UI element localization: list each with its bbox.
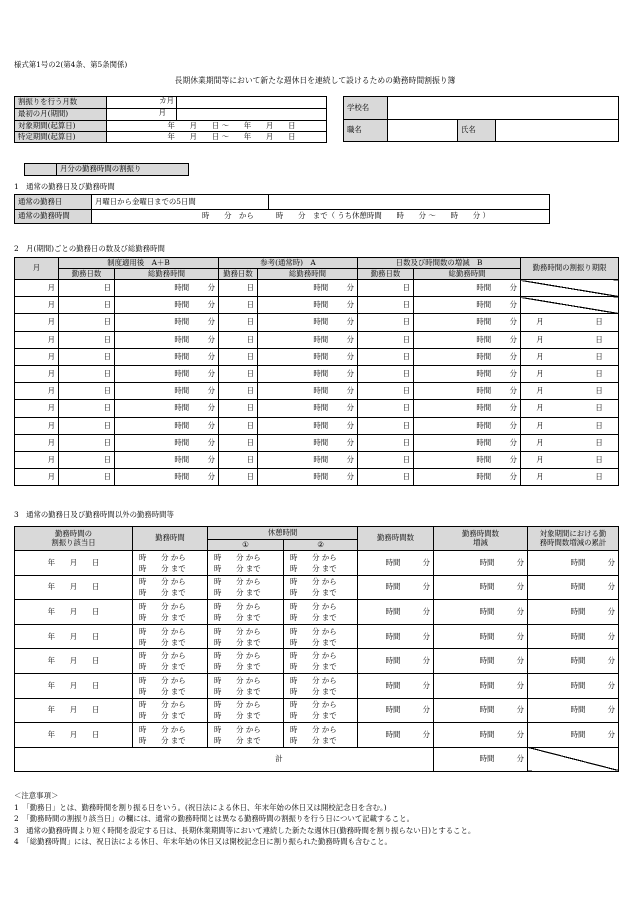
sub-days-2: 勤務日数 — [219, 269, 258, 280]
break2-cell[interactable]: 時 分 から 時 分 まで — [284, 551, 358, 576]
col-period: 勤務時間の割振り期限 — [521, 258, 619, 280]
period-cell[interactable]: 月 日 — [521, 314, 619, 331]
break2-cell[interactable]: 時 分 から 時 分 まで — [284, 698, 358, 723]
period-cell[interactable]: 月 日 — [521, 331, 619, 348]
hours-cell[interactable]: 時間 分 — [414, 451, 521, 468]
diff-cell[interactable]: 時間 分 — [434, 723, 528, 748]
month-cell[interactable]: 月 — [15, 451, 59, 468]
school-info-table — [343, 96, 619, 142]
hours-cell[interactable]: 時間 分 — [258, 280, 358, 297]
worktime-cell[interactable]: 時 分 から 時 分 まで — [133, 575, 208, 600]
date-cell[interactable]: 年 月 日 — [15, 723, 133, 748]
days-cell[interactable]: 日 — [219, 469, 258, 486]
diff-cell[interactable]: 時間 分 — [434, 575, 528, 600]
hours-cell[interactable]: 時間 分 — [414, 417, 521, 434]
total-label: 計 — [15, 747, 434, 771]
section1-table — [14, 194, 550, 224]
diff-cell[interactable]: 時間 分 — [434, 624, 528, 649]
col-a-plus-b: 制度適用後 A＋B — [59, 258, 219, 269]
break2-cell[interactable]: 時 分 から 時 分 まで — [284, 575, 358, 600]
days-cell[interactable]: 日 — [219, 314, 258, 331]
hours-cell[interactable]: 時間 分 — [258, 434, 358, 451]
date-cell[interactable]: 年 月 日 — [15, 673, 133, 698]
hours-cell[interactable]: 時間 分 — [115, 434, 219, 451]
days-cell[interactable]: 日 — [358, 434, 414, 451]
months-label: 割振りを行う月数 — [15, 97, 107, 109]
days-cell[interactable]: 日 — [358, 365, 414, 382]
days-cell[interactable]: 日 — [358, 383, 414, 400]
hours-cell[interactable]: 時間 分 — [115, 417, 219, 434]
diff-cell[interactable]: 時間 分 — [434, 673, 528, 698]
total-cell[interactable]: 時間 分 — [528, 551, 619, 576]
hours-cell[interactable]: 時間 分 — [115, 451, 219, 468]
document-title: 長期休業期間等において新たな週休日を連続して設けるための勤務時間割振り簿 — [174, 76, 456, 85]
table-row — [15, 331, 619, 348]
hours-cell[interactable]: 時間 分 — [115, 365, 219, 382]
days-cell[interactable]: 日 — [219, 280, 258, 297]
period-cell[interactable]: 月 日 — [521, 417, 619, 434]
date-cell[interactable]: 年 月 日 — [15, 649, 133, 674]
diff-cell[interactable]: 時間 分 — [434, 698, 528, 723]
days-cell[interactable]: 日 — [59, 417, 115, 434]
total-cell[interactable]: 時間 分 — [528, 723, 619, 748]
days-cell[interactable]: 日 — [219, 434, 258, 451]
worktime-cell[interactable]: 時 分 から 時 分 まで — [133, 723, 208, 748]
month-cell[interactable]: 月 — [15, 314, 59, 331]
month-input[interactable] — [25, 164, 57, 176]
sub-days-3: 勤務日数 — [358, 269, 414, 280]
hours-cell[interactable]: 時間 分 — [358, 723, 434, 748]
diff-cell[interactable]: 時間 分 — [434, 649, 528, 674]
hours-cell[interactable]: 時間 分 — [414, 280, 521, 297]
col-hours: 勤務時間数 — [358, 527, 434, 551]
hours-cell[interactable]: 時間 分 — [358, 575, 434, 600]
days-cell[interactable]: 日 — [59, 314, 115, 331]
period-cell[interactable]: 月 日 — [521, 365, 619, 382]
days-cell[interactable]: 日 — [59, 365, 115, 382]
hours-cell[interactable]: 時間 分 — [414, 365, 521, 382]
hours-cell[interactable]: 時間 分 — [358, 698, 434, 723]
days-cell[interactable]: 日 — [59, 469, 115, 486]
col-diff: 勤務時間数 増減 — [434, 527, 528, 551]
total-cell[interactable]: 時間 分 — [528, 600, 619, 625]
month-cell[interactable]: 月 — [15, 434, 59, 451]
days-cell[interactable]: 日 — [358, 297, 414, 314]
col-break2: ② — [284, 540, 358, 551]
month-cell[interactable]: 月 — [15, 400, 59, 417]
form-label: 様式第1号の2(第4条、第5条関係) — [14, 60, 128, 69]
hours-cell[interactable]: 時間 分 — [414, 297, 521, 314]
table-row — [15, 624, 619, 649]
month-cell[interactable]: 月 — [15, 280, 59, 297]
col-break: 休憩時間 — [208, 527, 358, 540]
table-row — [15, 600, 619, 625]
table-row — [15, 417, 619, 434]
days-cell[interactable]: 日 — [358, 348, 414, 365]
break1-cell[interactable]: 時 分 から 時 分 まで — [208, 575, 284, 600]
worktime-cell[interactable]: 時 分 から 時 分 まで — [133, 698, 208, 723]
days-cell[interactable]: 日 — [219, 383, 258, 400]
break1-cell[interactable]: 時 分 から 時 分 まで — [208, 551, 284, 576]
days-cell[interactable]: 日 — [219, 400, 258, 417]
break1-cell[interactable]: 時 分 から 時 分 まで — [208, 649, 284, 674]
days-cell[interactable]: 日 — [219, 365, 258, 382]
hours-cell[interactable]: 時間 分 — [414, 400, 521, 417]
table-row — [15, 551, 619, 576]
target-period-value: 年 月 日 ～ 年 月 日 — [107, 121, 327, 132]
date-cell[interactable]: 年 月 日 — [15, 551, 133, 576]
days-cell[interactable]: 日 — [358, 331, 414, 348]
days-cell[interactable]: 日 — [59, 331, 115, 348]
hours-cell[interactable]: 時間 分 — [258, 383, 358, 400]
col-worktime: 勤務時間 — [133, 527, 208, 551]
hours-cell[interactable]: 時間 分 — [115, 348, 219, 365]
days-cell[interactable]: 日 — [219, 348, 258, 365]
hours-cell[interactable]: 時間 分 — [358, 673, 434, 698]
days-cell[interactable]: 日 — [59, 400, 115, 417]
table-row — [15, 451, 619, 468]
table-row — [15, 280, 619, 297]
first-month-value: 月 — [107, 109, 177, 120]
table-row — [15, 400, 619, 417]
days-cell[interactable]: 日 — [59, 451, 115, 468]
hours-cell[interactable]: 時間 分 — [414, 434, 521, 451]
month-cell[interactable]: 月 — [15, 348, 59, 365]
note-2: 2 「勤務時間の割振り該当日」の欄には、通常の勤務時間とは異なる勤務時間の割振りを行う日について記載すること。 — [14, 814, 414, 823]
hours-cell[interactable]: 時間 分 — [115, 280, 219, 297]
col-b: 日数及び時間数の増減 B — [358, 258, 521, 269]
hours-cell[interactable]: 時間 分 — [414, 469, 521, 486]
days-cell[interactable]: 日 — [358, 451, 414, 468]
days-cell[interactable]: 日 — [358, 280, 414, 297]
period-cell[interactable]: 月 日 — [521, 348, 619, 365]
sub-hours-3: 総勤務時間 — [414, 269, 521, 280]
days-cell[interactable]: 日 — [59, 383, 115, 400]
section1-title: 1 通常の勤務日及び勤務時間 — [14, 182, 115, 191]
hours-cell[interactable]: 時間 分 — [414, 383, 521, 400]
period-cell[interactable]: 月 日 — [521, 434, 619, 451]
hours-cell[interactable]: 時間 分 — [358, 624, 434, 649]
break2-cell[interactable]: 時 分 から 時 分 まで — [284, 649, 358, 674]
days-cell[interactable]: 日 — [59, 434, 115, 451]
person-name-field[interactable] — [496, 120, 619, 142]
hours-cell[interactable]: 時間 分 — [414, 348, 521, 365]
table-row — [15, 673, 619, 698]
table-row — [15, 575, 619, 600]
diff-cell[interactable]: 時間 分 — [434, 600, 528, 625]
hours-cell[interactable]: 時間 分 — [258, 331, 358, 348]
monthly-box — [24, 163, 189, 176]
diff-cell[interactable]: 時間 分 — [434, 551, 528, 576]
school-name-label: 学校名 — [344, 97, 388, 120]
table-row — [15, 314, 619, 331]
hours-cell[interactable]: 時間 分 — [258, 314, 358, 331]
days-cell[interactable]: 日 — [59, 348, 115, 365]
days-cell[interactable]: 日 — [59, 280, 115, 297]
table-row — [15, 649, 619, 674]
total-cell[interactable]: 時間 分 — [528, 649, 619, 674]
days-cell[interactable]: 日 — [219, 451, 258, 468]
hours-cell[interactable]: 時間 分 — [115, 400, 219, 417]
sub-hours-2: 総勤務時間 — [258, 269, 358, 280]
break1-cell[interactable]: 時 分 から 時 分 まで — [208, 600, 284, 625]
total-cell[interactable]: 時間 分 — [528, 673, 619, 698]
specific-period-value: 年 月 日 ～ 年 月 日 — [107, 132, 327, 143]
hours-cell[interactable]: 時間 分 — [115, 469, 219, 486]
month-cell[interactable]: 月 — [15, 469, 59, 486]
note-3: 3 通常の勤務時間より短く時間を設定する日は、長期休業期間等において連続した新たな週休日(勤務時間を割り振らない日)とすること。 — [14, 825, 476, 835]
total-cell[interactable]: 時間 分 — [528, 698, 619, 723]
days-cell[interactable]: 日 — [358, 417, 414, 434]
sub-days-1: 勤務日数 — [59, 269, 115, 280]
break2-cell[interactable]: 時 分 から 時 分 まで — [284, 624, 358, 649]
total-diff[interactable]: 時間 分 — [434, 747, 528, 771]
hours-cell[interactable]: 時間 分 — [115, 383, 219, 400]
hours-cell[interactable]: 時間 分 — [258, 365, 358, 382]
col-month: 月 — [15, 258, 59, 280]
worktime-cell[interactable]: 時 分 から 時 分 まで — [133, 600, 208, 625]
hours-cell[interactable]: 時間 分 — [414, 314, 521, 331]
note-1: 1 「勤務日」とは、勤務時間を割り振る日をいう。(祝日法による休日、年末年始の休日又は開校記念日を含む。) — [14, 802, 387, 812]
specific-period-label: 特定期間(起算日) — [15, 132, 107, 143]
break1-cell[interactable]: 時 分 から 時 分 まで — [208, 673, 284, 698]
table-row — [15, 434, 619, 451]
hours-value: 時 分 から 時 分 まで（ うち休憩時間 時 分 ～ 時 分 ） — [92, 210, 550, 224]
date-cell[interactable]: 年 月 日 — [15, 575, 133, 600]
break1-cell[interactable]: 時 分 から 時 分 まで — [208, 624, 284, 649]
date-cell[interactable]: 年 月 日 — [15, 600, 133, 625]
hours-cell[interactable]: 時間 分 — [258, 417, 358, 434]
job-title-label: 職名 — [344, 120, 388, 142]
days-cell[interactable]: 日 — [59, 297, 115, 314]
section2-table — [14, 257, 619, 486]
days-cell[interactable]: 日 — [358, 314, 414, 331]
sub-hours-1: 総勤務時間 — [115, 269, 219, 280]
days-cell[interactable]: 日 — [358, 469, 414, 486]
note-4: 4 「総勤務時間」には、祝日法による休日、年末年始の休日又は開校記念日に割り振られた勤務時間も含むこと。 — [14, 837, 392, 846]
first-month-label: 最初の月(期間) — [15, 109, 107, 121]
col-break1: ① — [208, 540, 284, 551]
target-period-label: 対象期間(起算日) — [15, 121, 107, 132]
date-cell[interactable]: 年 月 日 — [15, 624, 133, 649]
month-cell[interactable]: 月 — [15, 383, 59, 400]
hours-cell[interactable]: 時間 分 — [115, 297, 219, 314]
period-cell[interactable]: 月 日 — [521, 469, 619, 486]
monthly-box-label: 月分の勤務時間の割振り — [57, 164, 189, 176]
break2-cell[interactable]: 時 分 から 時 分 まで — [284, 600, 358, 625]
month-cell[interactable]: 月 — [15, 417, 59, 434]
workday-label: 通常の勤務日 — [15, 195, 92, 210]
hours-cell[interactable]: 時間 分 — [115, 331, 219, 348]
table-row — [15, 297, 619, 314]
period-cell[interactable]: 月 日 — [521, 383, 619, 400]
table-row — [15, 365, 619, 382]
hours-cell[interactable]: 時間 分 — [258, 297, 358, 314]
section3-title: 3 通常の勤務日及び勤務時間以外の勤務時間等 — [14, 510, 174, 519]
hours-cell[interactable]: 時間 分 — [358, 649, 434, 674]
month-cell[interactable]: 月 — [15, 365, 59, 382]
period-cell[interactable]: 月 日 — [521, 400, 619, 417]
col-a: 参考(通常時) A — [219, 258, 358, 269]
days-cell[interactable]: 日 — [219, 297, 258, 314]
hours-cell[interactable]: 時間 分 — [115, 314, 219, 331]
header-info-table — [14, 96, 327, 143]
days-cell[interactable]: 日 — [219, 331, 258, 348]
month-cell[interactable]: 月 — [15, 297, 59, 314]
section3-table — [14, 526, 619, 772]
hours-cell[interactable]: 時間 分 — [358, 600, 434, 625]
date-cell[interactable]: 年 月 日 — [15, 698, 133, 723]
days-cell[interactable]: 日 — [219, 417, 258, 434]
job-title-field[interactable] — [388, 120, 458, 142]
month-cell[interactable]: 月 — [15, 331, 59, 348]
months-value: カ月 — [107, 97, 177, 108]
total-cell[interactable]: 時間 分 — [528, 624, 619, 649]
table-row — [15, 469, 619, 486]
table-row — [15, 383, 619, 400]
workday-value: 月曜日から金曜日までの5日間 — [92, 195, 269, 209]
table-row — [15, 723, 619, 748]
days-cell[interactable]: 日 — [358, 400, 414, 417]
hours-cell[interactable]: 時間 分 — [358, 551, 434, 576]
period-slash — [521, 297, 619, 314]
school-name-field[interactable] — [388, 97, 619, 120]
hours-cell[interactable]: 時間 分 — [258, 469, 358, 486]
hours-cell[interactable]: 時間 分 — [258, 451, 358, 468]
hours-cell[interactable]: 時間 分 — [258, 400, 358, 417]
total-cell[interactable]: 時間 分 — [528, 575, 619, 600]
worktime-cell[interactable]: 時 分 から 時 分 まで — [133, 649, 208, 674]
notes — [14, 790, 475, 848]
worktime-cell[interactable]: 時 分 から 時 分 まで — [133, 673, 208, 698]
hours-label: 通常の勤務時間 — [15, 210, 92, 224]
notes-heading: ＜注意事項＞ — [14, 791, 59, 800]
break1-cell[interactable]: 時 分 から 時 分 まで — [208, 698, 284, 723]
break2-cell[interactable]: 時 分 から 時 分 まで — [284, 673, 358, 698]
period-cell[interactable]: 月 日 — [521, 451, 619, 468]
period-slash — [521, 280, 619, 297]
break1-cell[interactable]: 時 分 から 時 分 まで — [208, 723, 284, 748]
break2-cell[interactable]: 時 分 から 時 分 まで — [284, 723, 358, 748]
worktime-cell[interactable]: 時 分 から 時 分 まで — [133, 624, 208, 649]
total-slash — [528, 747, 619, 771]
table-row — [15, 698, 619, 723]
person-name-label: 氏名 — [458, 120, 496, 142]
table-row — [15, 348, 619, 365]
worktime-cell[interactable]: 時 分 から 時 分 まで — [133, 551, 208, 576]
section2-title: 2 月(期間)ごとの勤務日の数及び総勤務時間 — [14, 244, 165, 253]
col-total: 対象期間における勤 務時間数増減の累計 — [528, 527, 619, 551]
hours-cell[interactable]: 時間 分 — [414, 331, 521, 348]
col-date: 勤務時間の 割振り該当日 — [15, 527, 133, 551]
hours-cell[interactable]: 時間 分 — [258, 348, 358, 365]
